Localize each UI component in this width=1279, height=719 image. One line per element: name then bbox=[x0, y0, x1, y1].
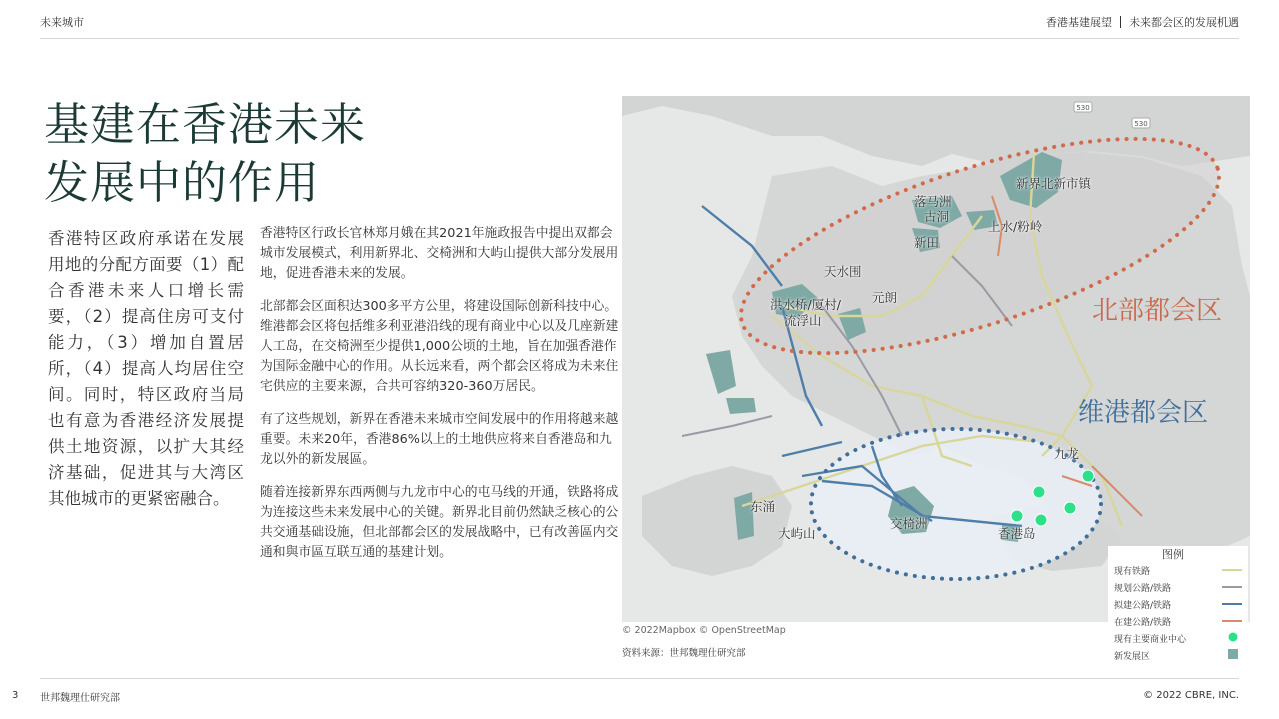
legend-item-label: 在建公路/铁路 bbox=[1114, 618, 1172, 628]
header-report-name: 香港基建展望 bbox=[1046, 16, 1112, 29]
business-centre-marker bbox=[1035, 514, 1047, 526]
map-label-tung-chung: 东涌 bbox=[750, 499, 776, 514]
road-shield-label: 530 bbox=[1134, 120, 1148, 128]
business-centre-marker bbox=[1082, 470, 1094, 482]
page-title bbox=[44, 96, 366, 212]
legend-dot-green-icon bbox=[1228, 632, 1238, 642]
map-label-san-tin: 新田 bbox=[914, 235, 940, 250]
legend-title: 图例 bbox=[1162, 548, 1184, 561]
map-label-lok-ma-chau: 落马洲 bbox=[914, 194, 952, 209]
footer-publisher: 世邦魏理仕研究部 bbox=[40, 693, 120, 704]
legend-line-blue-icon bbox=[1222, 602, 1242, 606]
legend-item-business-centre bbox=[1114, 632, 1186, 645]
body-paragraph-1: 香港特区行政长官林郑月娥在其2021年施政报告中提出双都会城市发展模式，利用新界北、交椅洲和大屿山提供大部分发展用地，促进香港未来的发展。 bbox=[260, 226, 619, 281]
legend-item-new-development bbox=[1114, 649, 1150, 662]
body-paragraph-4: 随着连接新界东西两侧与九龙市中心的屯马线的开通，铁路将成为连接这些未来发展中心的关键。新界北目前仍然缺乏核心的公共交通基础设施，但北部都会区的发展战略中，已有改善區内交通和與市區互联互通的基建计划。 bbox=[260, 485, 619, 560]
region-label-northern-metropolis: 北部都会区 bbox=[1092, 296, 1223, 326]
header-divider bbox=[1120, 16, 1121, 28]
page-title-line-2: 发展中的作用 bbox=[44, 156, 321, 209]
map-label-new-territories-north: 新界北新市镇 bbox=[1016, 176, 1092, 191]
map-label-hung-shui-kiu: 洪水桥/厦村/ bbox=[770, 297, 841, 312]
region-label-harbour-metropolis: 维港都会区 bbox=[1078, 398, 1209, 428]
map-label-yuen-long: 元朗 bbox=[872, 290, 898, 305]
map-label-hong-kong-island: 香港岛 bbox=[998, 526, 1036, 541]
header-section-label: 未来城市 bbox=[40, 16, 84, 29]
map-graphic bbox=[622, 96, 1250, 622]
legend-item-label: 规划公路/铁路 bbox=[1114, 584, 1172, 594]
legend-square-teal-icon bbox=[1228, 649, 1238, 659]
hong-kong-development-map bbox=[622, 96, 1250, 622]
legend-line-grey-icon bbox=[1222, 585, 1242, 589]
legend-item-label: 现有铁路 bbox=[1114, 567, 1151, 577]
page-title-line-1: 基建在香港未来 bbox=[44, 98, 367, 151]
legend-item-under-construction bbox=[1114, 615, 1171, 628]
header-rule bbox=[40, 38, 1239, 39]
map-label-kwu-tung: 古洞 bbox=[924, 209, 950, 224]
legend-item-label: 拟建公路/铁路 bbox=[1114, 601, 1172, 611]
page-number: 3 bbox=[12, 690, 19, 701]
map-source: 资料来源：世邦魏理仕研究部 bbox=[622, 648, 746, 659]
legend-line-orange-icon bbox=[1222, 619, 1242, 623]
legend-item-existing-rail bbox=[1114, 564, 1150, 577]
business-centre-marker bbox=[1033, 486, 1045, 498]
legend-item-proposed bbox=[1114, 598, 1171, 611]
map-credit: © 2022Mapbox © OpenStreetMap bbox=[622, 625, 786, 636]
legend-item-planned bbox=[1114, 581, 1171, 594]
map-label-lau-fau-shan: 流浮山 bbox=[784, 313, 822, 328]
header-report-title bbox=[1046, 14, 1239, 30]
map-label-sheung-shui-fanling: 上水/粉岭 bbox=[988, 219, 1043, 234]
road-shield-label: 530 bbox=[1076, 104, 1090, 112]
business-centre-marker bbox=[1011, 510, 1023, 522]
map-label-kau-yi-chau: 交椅洲 bbox=[890, 516, 928, 531]
body-paragraph-3: 有了这些规划，新界在香港未来城市空间发展中的作用将越来越重要。未来20年，香港86%以上的土地供应将来自香港岛和九龙以外的新发展區。 bbox=[260, 412, 619, 467]
business-centre-marker bbox=[1064, 502, 1076, 514]
map-label-tin-shui-wai: 天水围 bbox=[824, 264, 862, 279]
lead-paragraph: 香港特区政府承诺在发展用地的分配方面要（1）配合香港未来人口增长需要，（2）提高住房可支付能力，（3）增加自置居所，（4）提高人均居住空间。同时，特区政府当局也有意为香港经济发展提供土地资源，以扩大其经济基础，促进其与大湾区其他城市的更紧密融合。 bbox=[48, 229, 244, 508]
footer-copyright: © 2022 CBRE, INC. bbox=[1143, 690, 1239, 701]
body-paragraph-2: 北部都会区面积达300多平方公里，将建设国际创新科技中心。维港都会区将包括维多利亚港沿线的现有商业中心以及几座新建人工岛，在交椅洲至少提供1,000公顷的土地，旨在加强香港作为国际金融中心的作用。从长远来看，两个都会区将成为未来住宅供应的主要来源，合共可容纳320-360万居民。 bbox=[260, 299, 619, 394]
map-label-lantau: 大屿山 bbox=[778, 526, 816, 541]
body-text-column bbox=[260, 224, 622, 576]
legend-item-label: 现有主要商业中心 bbox=[1114, 635, 1187, 645]
map-label-kowloon: 九龙 bbox=[1054, 446, 1080, 461]
footer-rule bbox=[40, 678, 1239, 679]
map-legend bbox=[1108, 546, 1248, 664]
legend-item-label: 新发展区 bbox=[1114, 652, 1151, 662]
legend-line-yellow-icon bbox=[1222, 568, 1242, 572]
header-report-subtitle: 未来都会区的发展机遇 bbox=[1129, 16, 1239, 29]
